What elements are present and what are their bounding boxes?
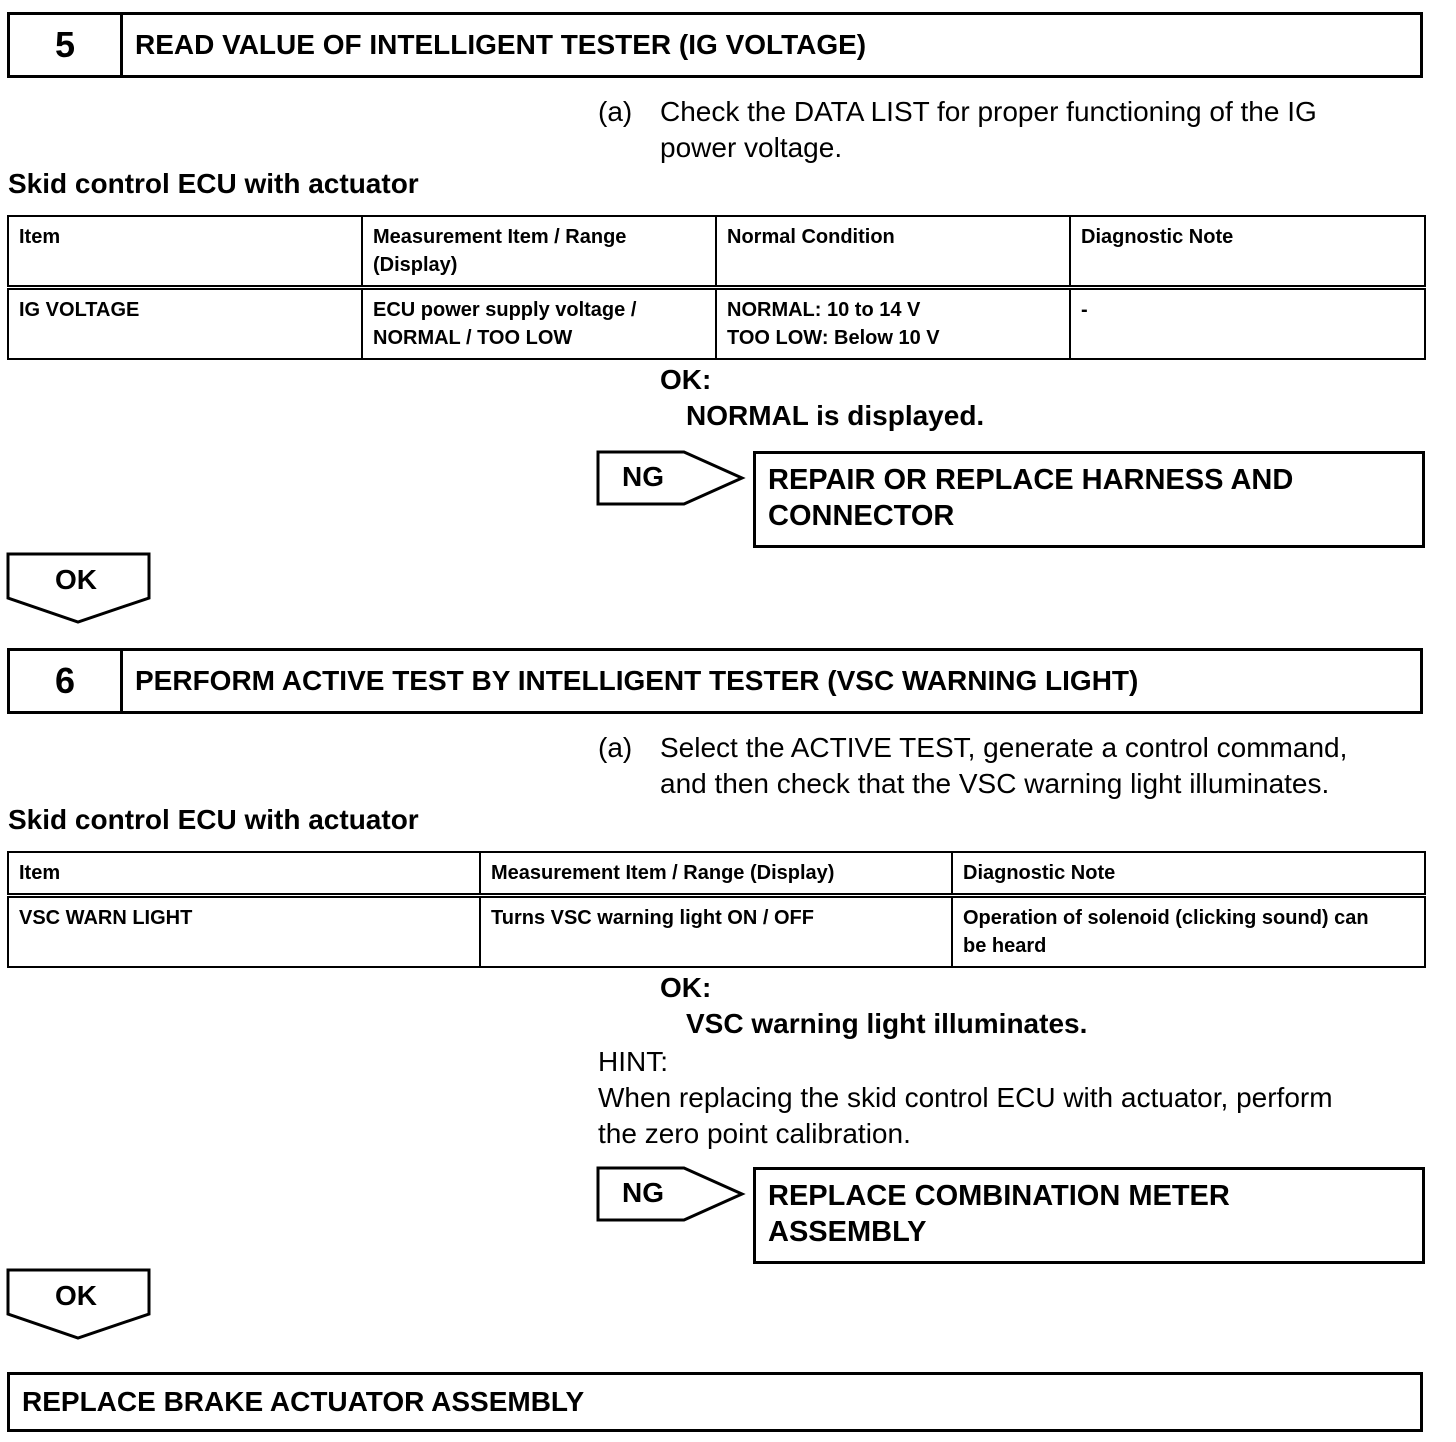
hint-line-2: the zero point calibration. <box>598 1118 911 1149</box>
final-action-box <box>7 1372 1423 1432</box>
column-header-item: Item <box>8 216 362 288</box>
instruction-line-2: power voltage. <box>660 132 843 163</box>
cell-note-line-2: be heard <box>963 935 1047 957</box>
ok-arrow-label: OK <box>55 1280 97 1311</box>
ng-action-box <box>753 1167 1425 1264</box>
ng-action-line-2: CONNECTOR <box>768 500 955 532</box>
column-header-diagnostic-note: Diagnostic Note <box>952 852 1425 896</box>
hint <box>598 1044 1428 1152</box>
table-row <box>8 896 1425 968</box>
cell-measurement <box>362 288 716 360</box>
column-header-measurement-line-2: (Display) <box>373 254 458 276</box>
step-title: PERFORM ACTIVE TEST BY INTELLIGENT TESTER (VSC WARNING LIGHT) <box>135 665 1139 696</box>
ok-criteria-text: VSC warning light illuminates. <box>686 1008 1088 1039</box>
ng-arrow-shape <box>596 1166 746 1224</box>
column-header-diagnostic-note: Diagnostic Note <box>1070 216 1425 288</box>
column-header-measurement <box>362 216 716 288</box>
instruction-line-1: Select the ACTIVE TEST, generate a control command, <box>660 732 1348 763</box>
column-header-item: Item <box>8 852 480 896</box>
step-6-header <box>7 648 1423 714</box>
step-5-data-table <box>7 215 1426 360</box>
section-label: Skid control ECU with actuator <box>8 168 419 199</box>
instruction-line-2: and then check that the VSC warning light illuminates. <box>660 768 1330 799</box>
cell-measurement: Turns VSC warning light ON / OFF <box>480 896 952 968</box>
cell-normal-line-1: NORMAL: 10 to 14 V <box>727 299 921 321</box>
cell-item: IG VOLTAGE <box>8 288 362 360</box>
step-5-instruction <box>598 94 1418 166</box>
ng-arrow-shape <box>596 450 746 508</box>
table-header-row <box>8 852 1425 896</box>
ok-criteria-text: NORMAL is displayed. <box>686 400 985 431</box>
step-number: 6 <box>10 651 123 711</box>
ng-arrow <box>596 450 746 508</box>
cell-measurement-line-2: NORMAL / TOO LOW <box>373 327 573 349</box>
ng-action-line-2: ASSEMBLY <box>768 1216 927 1248</box>
column-header-measurement-line-1: Measurement Item / Range <box>373 226 627 248</box>
cell-measurement-line-1: ECU power supply voltage / <box>373 299 637 321</box>
hint-line-1: When replacing the skid control ECU with actuator, perform <box>598 1082 1333 1113</box>
instruction-label: (a) <box>598 96 633 127</box>
ng-label: NG <box>622 1177 664 1208</box>
section-label: Skid control ECU with actuator <box>8 804 419 835</box>
ng-label: NG <box>622 461 664 492</box>
cell-diagnostic-note <box>952 896 1425 968</box>
ok-arrow-label: OK <box>55 564 97 595</box>
ng-action-line-1: REPAIR OR REPLACE HARNESS AND <box>768 464 1294 496</box>
ng-action-line-1: REPLACE COMBINATION METER <box>768 1180 1230 1212</box>
ok-criteria-label: OK: <box>660 972 712 1003</box>
step-5-header <box>7 12 1423 78</box>
step-6-instruction <box>598 730 1428 802</box>
ng-action-box <box>753 451 1425 548</box>
column-header-measurement: Measurement Item / Range (Display) <box>480 852 952 896</box>
cell-note-line-1: Operation of solenoid (clicking sound) can <box>963 907 1369 929</box>
instruction-label: (a) <box>598 732 633 763</box>
final-action-title: REPLACE BRAKE ACTUATOR ASSEMBLY <box>22 1386 585 1417</box>
column-header-normal-condition: Normal Condition <box>716 216 1070 288</box>
instruction-line-1: Check the DATA LIST for proper functioning of the IG <box>660 96 1317 127</box>
step-6-data-table <box>7 851 1426 968</box>
ok-criteria-label: OK: <box>660 364 712 395</box>
table-row <box>8 288 1425 360</box>
table-header-row <box>8 216 1425 288</box>
hint-label: HINT: <box>598 1046 668 1077</box>
ng-arrow <box>596 1166 746 1224</box>
step-title: READ VALUE OF INTELLIGENT TESTER (IG VOLTAGE) <box>135 29 867 60</box>
step-number: 5 <box>10 15 123 75</box>
cell-normal-condition <box>716 288 1070 360</box>
cell-item: VSC WARN LIGHT <box>8 896 480 968</box>
cell-normal-line-2: TOO LOW: Below 10 V <box>727 327 940 349</box>
cell-diagnostic-note: - <box>1070 288 1425 360</box>
